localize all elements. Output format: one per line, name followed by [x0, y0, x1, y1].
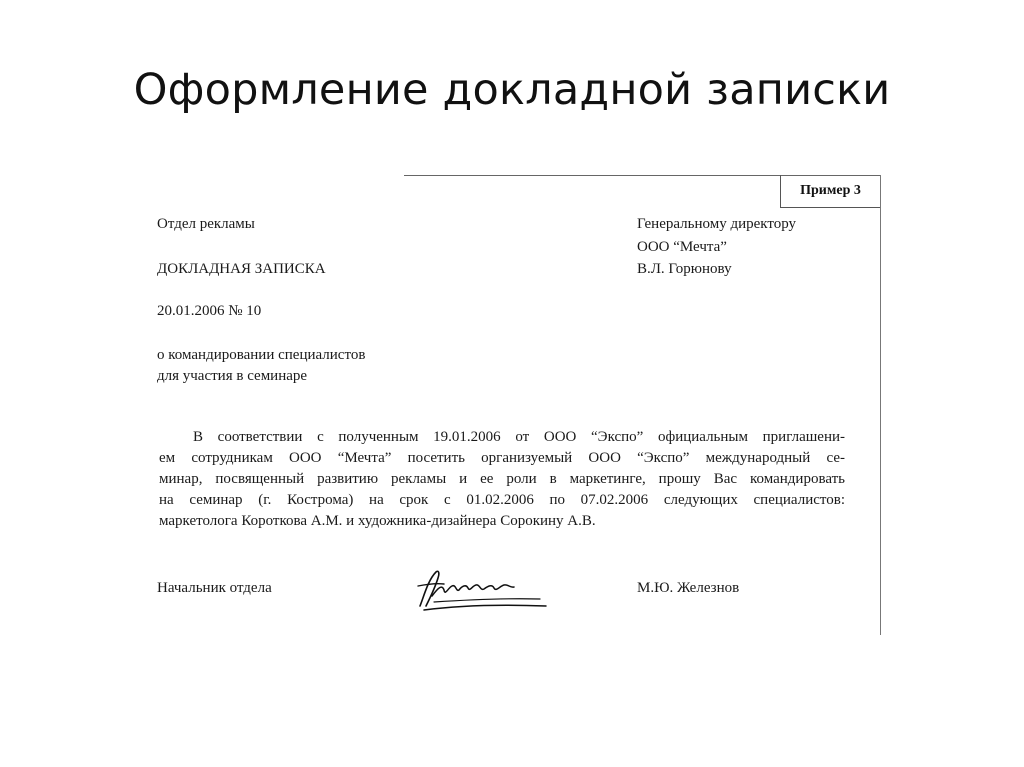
signer-name: М.Ю. Железнов	[637, 580, 740, 596]
body-line: В соответствии с полученным 19.01.2006 от ООО “Экспо” официальным приглашени-	[193, 429, 845, 445]
department-name: Отдел рекламы	[157, 216, 255, 232]
body-line: минар, посвященный развитию рекламы и ее роли в маркетинге, прошу Вас командировать	[159, 471, 845, 487]
signer-position: Начальник отдела	[157, 580, 272, 596]
subject-line-1: о командировании специалистов	[157, 347, 366, 363]
document-right-border	[880, 175, 881, 635]
addressee-organization: ООО “Мечта”	[637, 239, 727, 255]
body-line: маркетолога Короткова А.М. и художника-дизайнера Сорокину А.В.	[159, 513, 596, 529]
example-label: Пример 3	[780, 175, 880, 208]
slide-title: Оформление докладной записки	[133, 65, 891, 115]
addressee-name: В.Л. Горюнову	[637, 261, 732, 277]
document-type: ДОКЛАДНАЯ ЗАПИСКА	[157, 261, 326, 277]
body-line: ем сотрудникам ООО “Мечта” посетить организуемый ООО “Экспо” международный се-	[159, 450, 845, 466]
handwritten-signature	[414, 566, 554, 614]
addressee-position: Генеральному директору	[637, 216, 797, 232]
document-date-number: 20.01.2006 № 10	[157, 303, 262, 319]
body-line: на семинар (г. Кострома) на срок с 01.02.2006 по 07.02.2006 следующих специалистов:	[159, 492, 845, 508]
subject-line-2: для участия в семинаре	[157, 368, 308, 384]
document-body	[159, 427, 845, 532]
